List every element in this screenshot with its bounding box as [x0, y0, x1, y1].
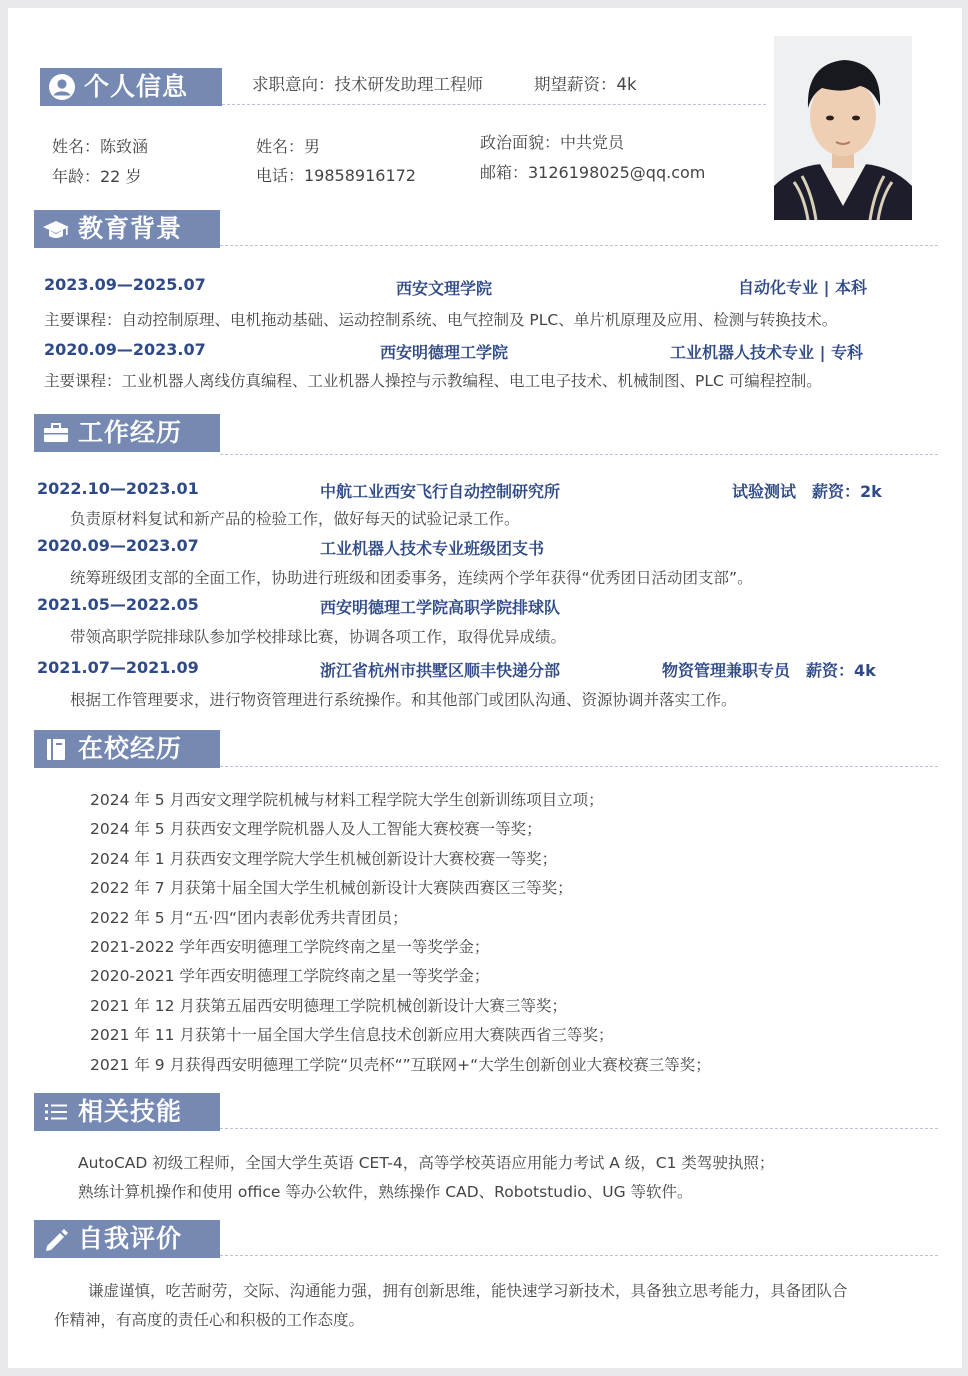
work-desc-4: 根据工作管理要求，进行物资管理进行系统操作。和其他部门或团队沟通、资源协调并落实工作。	[70, 691, 737, 709]
list-item: 2021 年 12 月获第五届西安明德理工学院机械创新设计大赛三等奖；	[90, 996, 567, 1015]
edu-major-2: 工业机器人技术专业 | 专科	[670, 343, 863, 362]
list-item: 2021 年 9 月获得西安明德理工学院“贝壳杯“”互联网+“大学生创新创业大赛校赛三等奖；	[90, 1055, 711, 1074]
campus-section-title: 在校经历	[78, 734, 183, 763]
political-status: 政治面貌：中共党员	[480, 133, 625, 152]
skills-section-title: 相关技能	[78, 1097, 183, 1126]
self-eval-divider	[220, 1255, 938, 1256]
work-date-4: 2021.07—2021.09	[37, 658, 199, 677]
work-date-2: 2020.09—2023.07	[37, 536, 199, 555]
edu-date-1: 2023.09—2025.07	[44, 275, 206, 294]
skills-section-header	[34, 1093, 220, 1131]
book-icon	[42, 735, 70, 763]
name-field: 姓名：陈致涵	[52, 137, 149, 156]
work-date-1: 2022.10—2023.01	[37, 479, 199, 498]
self-eval-line-1: 谦虚谨慎，吃苦耐劳，交际、沟通能力强，拥有创新思维，能快速学习新技术，具备独立思考能力，具备团队合	[88, 1282, 848, 1300]
list-item: 2020-2021 学年西安明德理工学院终南之星一等奖学金；	[90, 967, 490, 986]
user-icon	[48, 73, 76, 101]
list-item: 2022 年 5 月“五·四“团内表彰优秀共青团员；	[90, 908, 408, 927]
briefcase-icon	[42, 419, 70, 447]
list-item: 2024 年 1 月获西安文理学院大学生机械创新设计大赛校赛一等奖；	[90, 849, 558, 868]
list-item: 2024 年 5 月获西安文理学院机器人及人工智能大赛校赛一等奖；	[90, 820, 542, 839]
skills-divider	[220, 1128, 938, 1129]
work-desc-3: 带领高职学院排球队参加学校排球比赛，协调各项工作，取得优异成绩。	[70, 628, 567, 646]
edu-school-2: 西安明德理工学院	[380, 343, 509, 362]
education-section-header	[34, 210, 220, 248]
list-item: 2024 年 5 月西安文理学院机械与材料工程学院大学生创新训练项目立项；	[90, 791, 604, 809]
self-eval-line-2: 作精神，有高度的责任心和积极的工作态度。	[54, 1311, 365, 1329]
email-field: 邮箱：3126198025@qq.com	[480, 163, 706, 182]
edu-courses-2: 主要课程：工业机器人离线仿真编程、工业机器人操控与示教编程、电工电子技术、机械制图、PLC 可编程控制。	[44, 372, 822, 390]
work-date-3: 2021.05—2022.05	[37, 595, 199, 614]
campus-list	[90, 786, 711, 1080]
pencil-icon	[42, 1225, 70, 1253]
work-role-1: 试验测试 薪资：2k	[732, 482, 882, 501]
skills-line-1: AutoCAD 初级工程师，全国大学生英语 CET-4，高等学校英语应用能力考试 A 级，C1 类驾驶执照；	[78, 1154, 775, 1172]
edu-courses-1: 主要课程：自动控制原理、电机拖动基础、运动控制系统、电气控制及 PLC、单片机原理及应用、检测与转换技术。	[44, 311, 838, 329]
work-org-4: 浙江省杭州市拱墅区顺丰快递分部	[320, 661, 561, 680]
work-desc-1: 负责原材料复试和新产品的检验工作，做好每天的试验记录工作。	[70, 510, 520, 528]
personal-section-header	[40, 68, 222, 106]
profile-photo	[774, 36, 912, 220]
edu-major-1: 自动化专业 | 本科	[738, 278, 867, 297]
work-section-title: 工作经历	[78, 418, 183, 447]
work-desc-2: 统筹班级团支部的全面工作，协助进行班级和团委事务，连续两个学年获得“优秀团日活动团支部”。	[70, 569, 753, 587]
edu-school-1: 西安文理学院	[396, 279, 493, 298]
edu-date-2: 2020.09—2023.07	[44, 340, 206, 359]
graduation-cap-icon	[42, 215, 70, 243]
work-divider	[220, 454, 938, 455]
personal-section-title: 个人信息	[84, 72, 189, 101]
resume-page	[8, 8, 962, 1368]
campus-divider	[220, 766, 938, 767]
self-eval-section-header	[34, 1220, 220, 1258]
list-icon	[42, 1098, 70, 1126]
list-item: 2021 年 11 月获第十一届全国大学生信息技术创新应用大赛陕西省三等奖；	[90, 1026, 614, 1045]
job-intent: 求职意向：技术研发助理工程师	[252, 75, 483, 94]
work-org-1: 中航工业西安飞行自动控制研究所	[320, 482, 561, 501]
expected-salary: 期望薪资：4k	[534, 75, 637, 94]
list-item: 2022 年 7 月获第十届全国大学生机械创新设计大赛陕西赛区三等奖；	[90, 879, 573, 898]
personal-divider	[222, 104, 766, 105]
work-role-4: 物资管理兼职专员 薪资：4k	[662, 661, 876, 680]
work-org-3: 西安明德理工学院高职学院排球队	[320, 598, 561, 617]
work-org-2: 工业机器人技术专业班级团支书	[320, 539, 545, 558]
gender-field: 姓名：男	[256, 137, 321, 156]
campus-section-header	[34, 730, 220, 768]
skills-line-2: 熟练计算机操作和使用 office 等办公软件，熟练操作 CAD、Robotstudio、UG 等软件。	[78, 1183, 693, 1201]
phone-field: 电话：19858916172	[256, 166, 416, 185]
education-section-title: 教育背景	[78, 214, 183, 243]
work-section-header	[34, 414, 220, 452]
education-divider	[220, 245, 938, 246]
age-field: 年龄：22 岁	[52, 167, 142, 186]
self-eval-section-title: 自我评价	[78, 1224, 183, 1253]
list-item: 2021-2022 学年西安明德理工学院终南之星一等奖学金；	[90, 938, 490, 957]
